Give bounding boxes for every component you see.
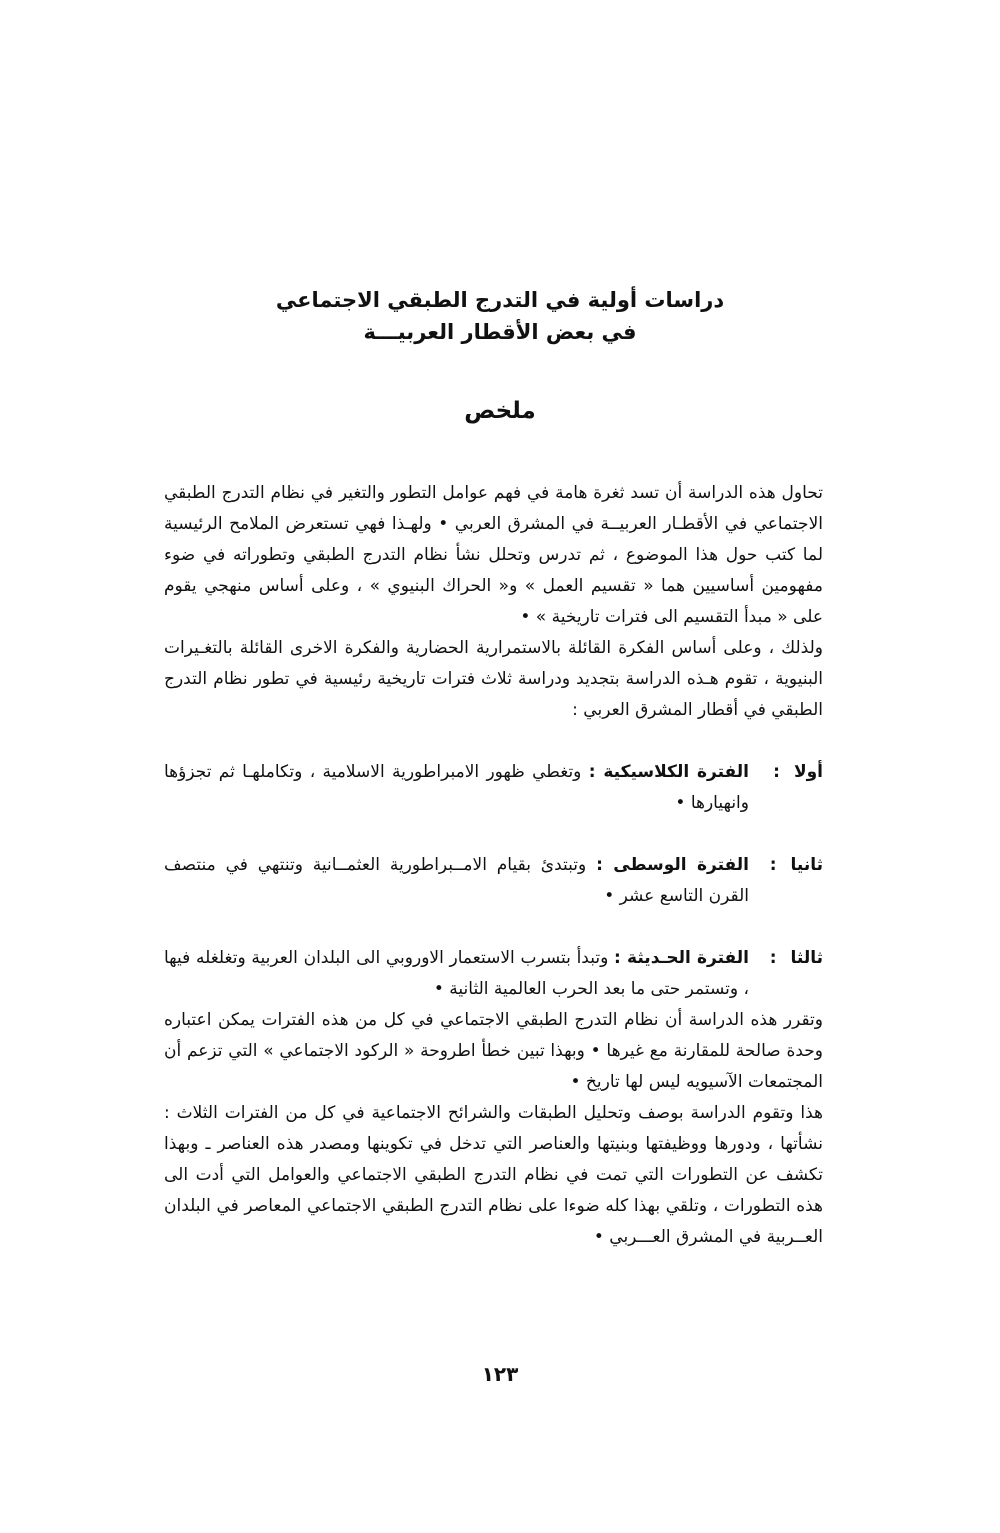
- period-name: الفترة الوسطى :: [596, 855, 749, 875]
- period-ordinal: [749, 943, 823, 974]
- period-ordinal-colon: :: [769, 855, 777, 875]
- analysis-paragraph: هذا وتقوم الدراسة بوصف وتحليل الطبقات والشرائح الاجتماعية في كل من الفترات الثلاث : نشأتها ، ودورها ووظيفتها وبنيتها والعناصر التي تدخل في تكوينها ومصدر هذه العناصر ـ وبهذا تكشف عن التطورات التي تمت في نظام التدرج الطبقي الاجتماعي والعوامل التي أدت الى هذه التطورات ، وتلقي بهذا كله ضوءا على نظام التدرج الطبقي الاجتماعي المعاصر في البلدان العــربية في المشرق العـــربي •: [164, 1103, 823, 1247]
- period-item-modern: [164, 943, 823, 1005]
- period-description: [164, 943, 749, 1005]
- intro-paragraph: تحاول هذه الدراسة أن تسد ثغرة هامة في فهم عوامل التطور والتغير في نظام التدرج الطبقي الاجتماعي في الأقطـار العربيــة في المشرق العربي • ولهـذا فهي تستعرض الملامح الرئيسية لما كتب حول هذا الموضوع ، ثم تدرس وتحلل نشأ نظام التدرج الطبقي وتطوراته في ضوء مفهومين أساسيين هما « تقسيم العمل » و« الحراك البنيوي » ، وعلى أساس منهجي يقوم على « مبدأ التقسيم الى فترات تاريخية » •: [164, 483, 823, 627]
- basis-paragraph: ولذلك ، وعلى أساس الفكرة القائلة بالاستمرارية الحضارية والفكرة الاخرى القائلة بالتغـيرات البنيوية ، تقوم هـذه الدراسة بتجديد ودراسة ثلاث فترات تاريخية رئيسية في تطور نظام التدرج الطبقي في أقطار المشرق العربي :: [164, 638, 823, 720]
- period-text: وتبتدئ بقيام الامــبراطورية العثمــانية وتنتهي في منتصف القرن التاسع عشر •: [164, 855, 749, 906]
- title-line-2: في بعض الأقطار العربيـــة: [363, 320, 637, 344]
- period-ordinal-label: أولا: [793, 762, 823, 782]
- document-body: [164, 478, 823, 1253]
- period-ordinal-label: ثانيا: [790, 855, 823, 875]
- decision-paragraph: وتقرر هذه الدراسة أن نظام التدرج الطبقي الاجتماعي في كل من هذه الفترات يمكن اعتباره وحدة صالحة للمقارنة مع غيرها • وبهذا تبين خطأ اطروحة « الركود الاجتماعي » التي تزعم أن المجتمعات الآسيويه ليس لها تاريخ •: [164, 1010, 823, 1092]
- period-description: [164, 757, 749, 819]
- period-ordinal: [749, 850, 823, 881]
- document-title: [150, 284, 850, 348]
- period-text: وتغطي ظهور الامبراطورية الاسلامية ، وتكاملهـا ثم تجزؤها وانهيارها •: [164, 762, 749, 813]
- summary-heading: ملخص: [464, 398, 536, 424]
- period-ordinal-label: ثالثا: [790, 948, 823, 968]
- spacer: [164, 819, 823, 850]
- period-name: الفترة الكلاسيكية :: [588, 762, 749, 782]
- spacer: [164, 726, 823, 757]
- period-description: [164, 850, 749, 912]
- period-ordinal-colon: :: [769, 948, 777, 968]
- period-ordinal-colon: :: [773, 762, 780, 782]
- period-name: الفترة الحـديثة :: [614, 948, 750, 968]
- period-ordinal: [749, 757, 823, 788]
- page-number: ١٢٣: [481, 1362, 519, 1386]
- period-item-middle: [164, 850, 823, 912]
- period-text: وتبدأ بتسرب الاستعمار الاوروبي الى البلدان العربية وتغلغله فيها ، وتستمر حتى ما بعد الحرب العالمية الثانية •: [164, 948, 749, 999]
- spacer: [164, 912, 823, 943]
- period-item-classical: [164, 757, 823, 819]
- title-line-1: دراسات أولية في التدرج الطبقي الاجتماعي: [275, 288, 725, 312]
